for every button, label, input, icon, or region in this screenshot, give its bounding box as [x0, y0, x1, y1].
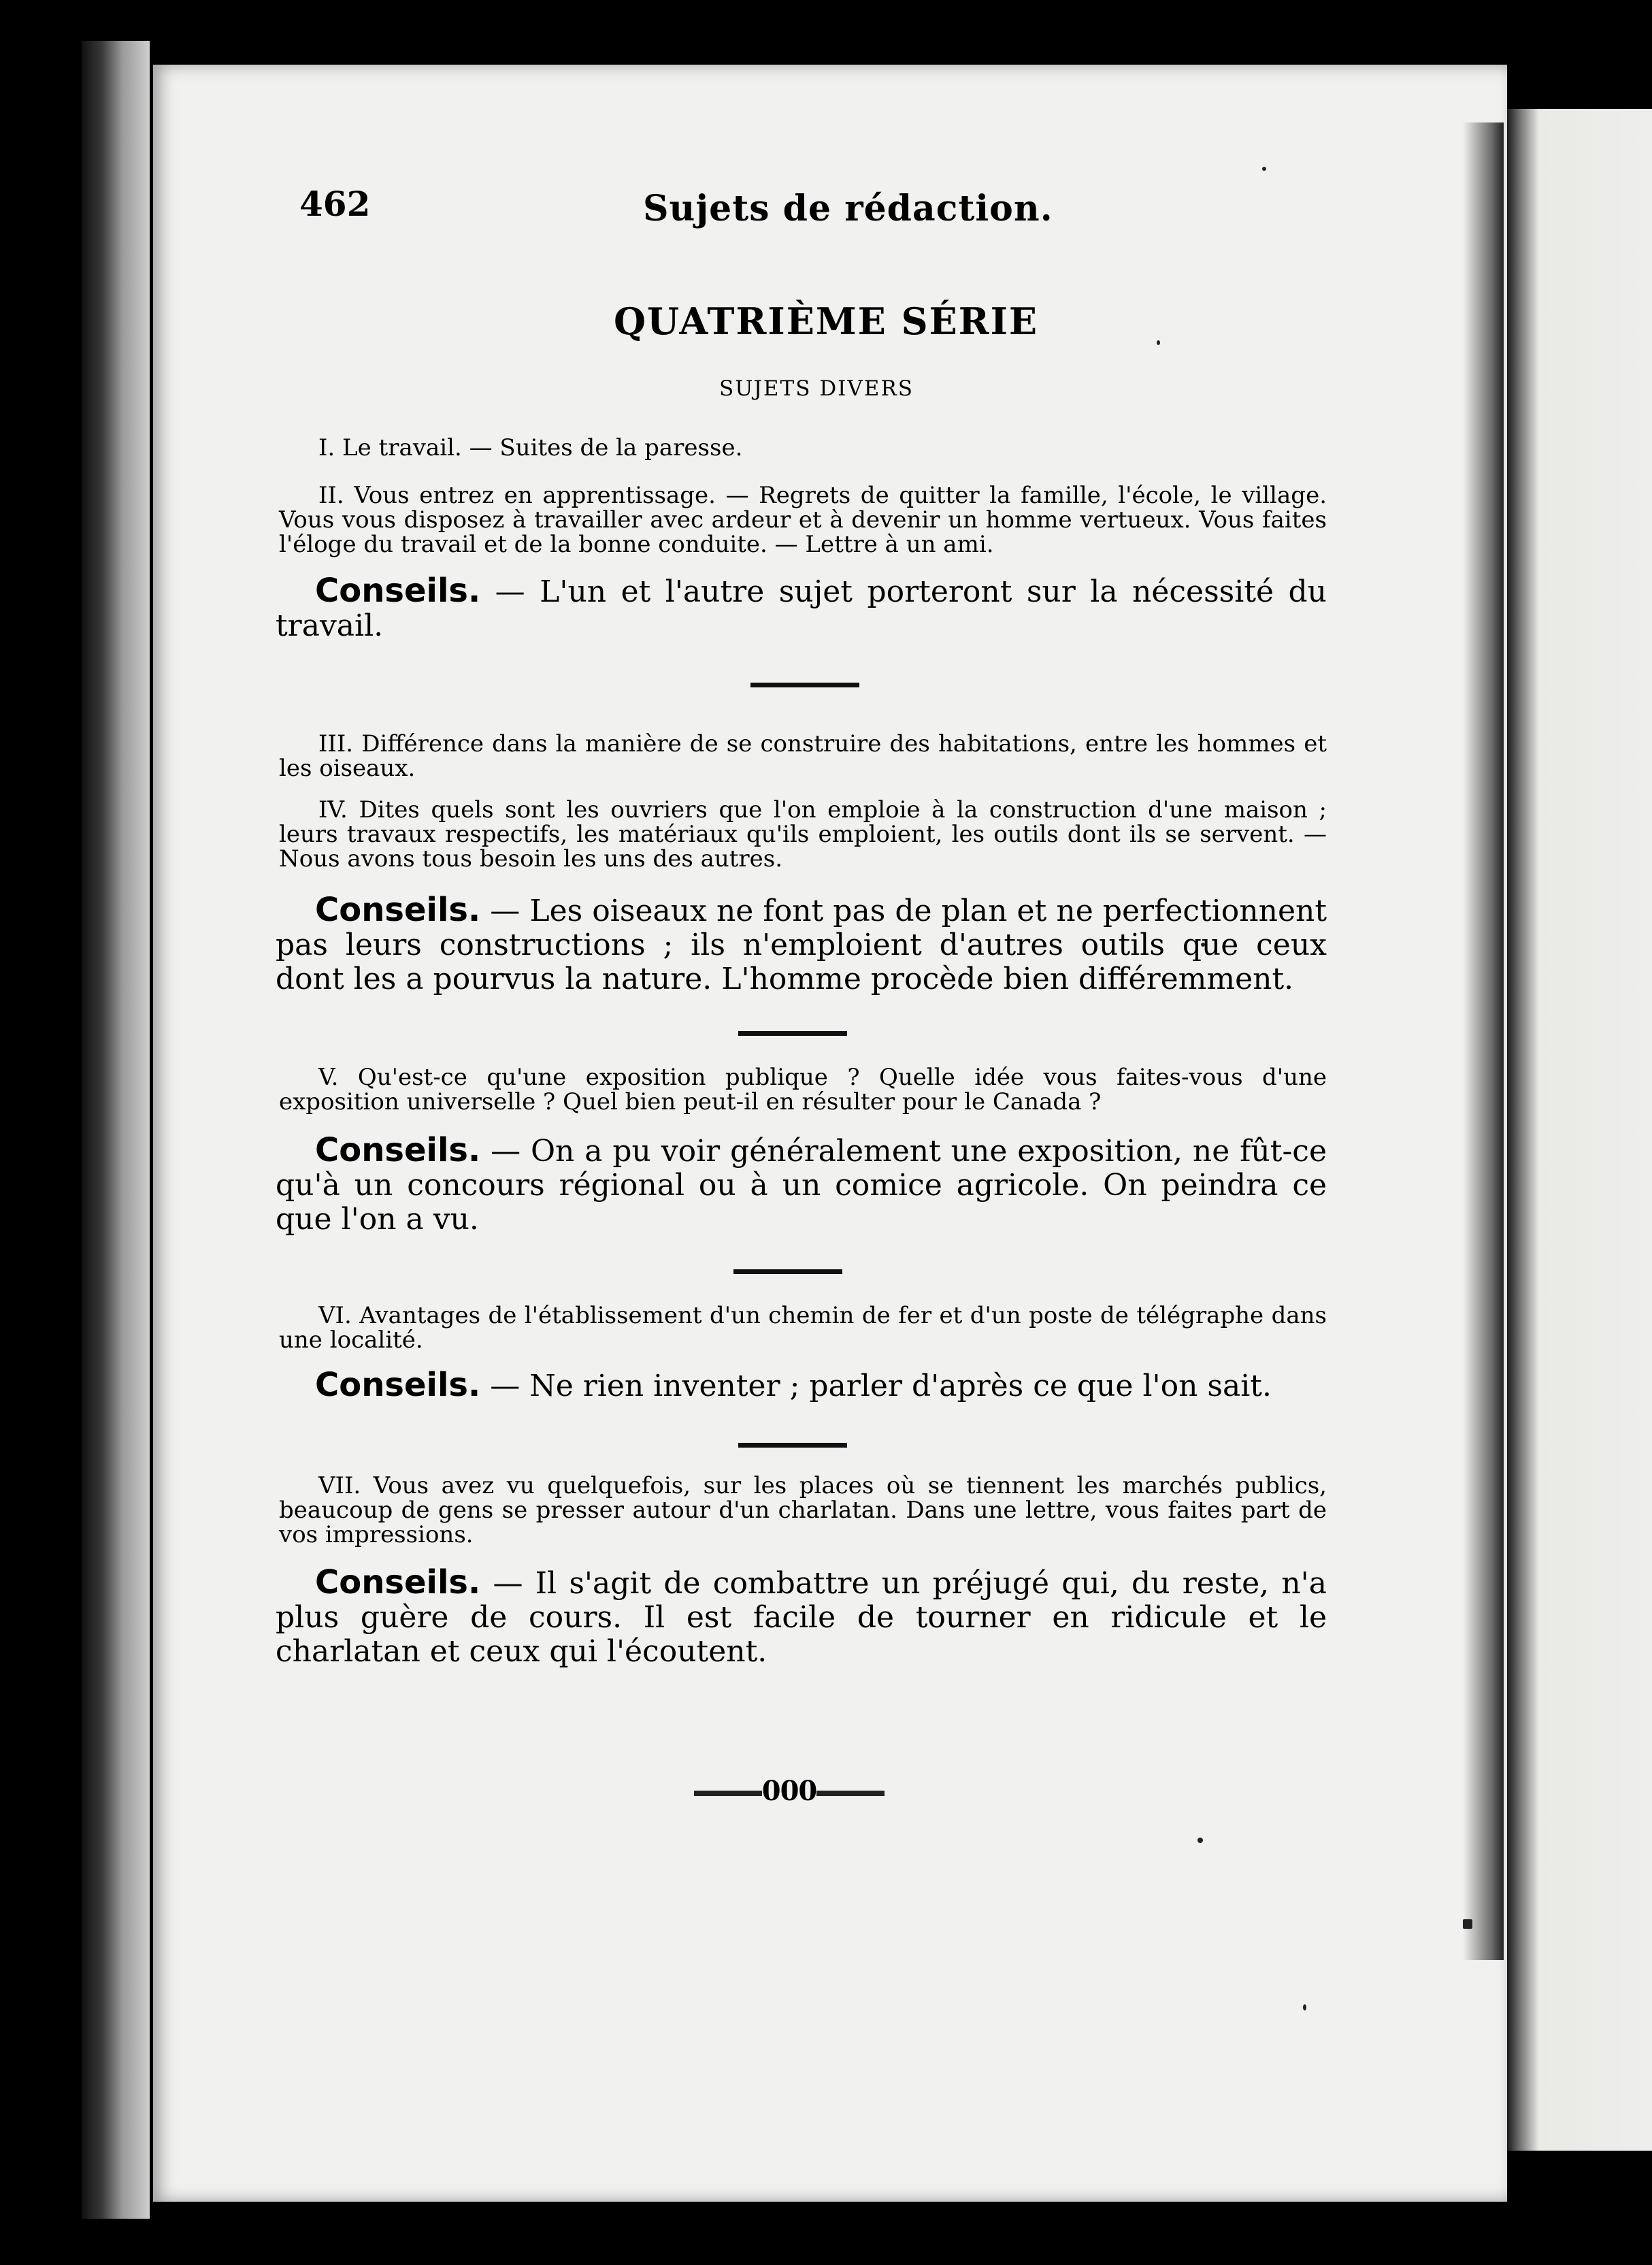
conseils-label: Conseils. [315, 572, 481, 610]
ornament-dash-left [694, 1791, 762, 1796]
conseils-iv [276, 893, 1327, 996]
subject-iv: IV. Dites quels sont les ouvriers que l'on emploie à la construction d'une maison ; leurs travaux respectifs, les matériaux qu'ils emploient, les outils dont ils se servent. — Nous avons tous besoin les uns des autres. [279, 796, 1327, 873]
scan-speck [1303, 2004, 1306, 2010]
facing-page [1507, 109, 1652, 2151]
conseils-vi [276, 1368, 1327, 1403]
conseils-ii [276, 574, 1327, 643]
conseils-text: — Les oiseaux ne font pas de plan et ne perfectionnent pas leurs constructions ; ils n'emploient d'autres outils que ceux dont les a pourvus la nature. L'homme procède bien différemment. [276, 894, 1327, 996]
subject-iii: III. Différence dans la manière de se construire des habitations, entre les hommes et les oiseaux. [279, 730, 1327, 782]
conseils-text: — L'un et l'autre sujet porteront sur la nécessité du travail. [276, 574, 1327, 643]
end-ornament [687, 1775, 891, 1807]
subject-v: V. Qu'est-ce qu'une exposition publique ? Quelle idée vous faites-vous d'une exposition universelle ? Quel bien peut-il en résulter pour le Canada ? [279, 1064, 1327, 1115]
conseils-label: Conseils. [315, 1131, 481, 1169]
series-title: QUATRIÈME SÉRIE [613, 299, 1039, 343]
conseils-label: Conseils. [315, 1563, 481, 1601]
conseils-label: Conseils. [315, 891, 481, 929]
conseils-vii [276, 1565, 1327, 1669]
section-rule [738, 1443, 847, 1448]
section-rule [750, 683, 859, 687]
scan-speck [1197, 1838, 1203, 1843]
running-head [299, 184, 1361, 238]
conseils-v [276, 1133, 1327, 1237]
running-title: Sujets de rédaction. [643, 188, 1053, 229]
ornament-dash-right [816, 1791, 885, 1796]
section-rule [733, 1269, 842, 1274]
page-number: 462 [299, 184, 371, 224]
conseils-text: — On a pu voir généralement une exposition, ne fût-ce qu'à un concours régional ou à un comice agricole. On peindra ce que l'on a vu. [276, 1134, 1327, 1237]
book-spine-edge [82, 41, 150, 2219]
subject-vi: VI. Avantages de l'établissement d'un chemin de fer et d'un poste de télégraphe dans une localité. [279, 1302, 1327, 1354]
series-subtitle: SUJETS DIVERS [718, 376, 914, 401]
scan-speck [1463, 1919, 1472, 1929]
subject-ii: II. Vous entrez en apprentissage. — Regrets de quitter la famille, l'école, le village. Vous vous disposez à travailler avec ardeur et à devenir un homme vertueux. Vous faites l'éloge du travail et de la bonne conduite. — Lettre à un ami. [279, 482, 1327, 558]
conseils-text: — Il s'agit de combattre un préjugé qui, du reste, n'a plus guère de cours. Il est facile de tourner en ridicule et le charlatan et ceux qui l'écoutent. [276, 1566, 1327, 1669]
subject-i: I. Le travail. — Suites de la paresse. [318, 434, 743, 461]
conseils-label: Conseils. [315, 1366, 481, 1404]
ornament-text: 000 [761, 1775, 817, 1807]
section-rule [738, 1031, 847, 1036]
page-fold-shadow [1463, 123, 1504, 1960]
conseils-text: — Ne rien inventer ; parler d'après ce que l'on sait. [480, 1369, 1272, 1403]
scan-speck [1262, 167, 1266, 171]
subject-vii: VII. Vous avez vu quelquefois, sur les places où se tiennent les marchés publics, beaucoup de gens se presser autour d'un charlatan. Dans une lettre, vous faites part de vos impressions. [279, 1472, 1327, 1548]
